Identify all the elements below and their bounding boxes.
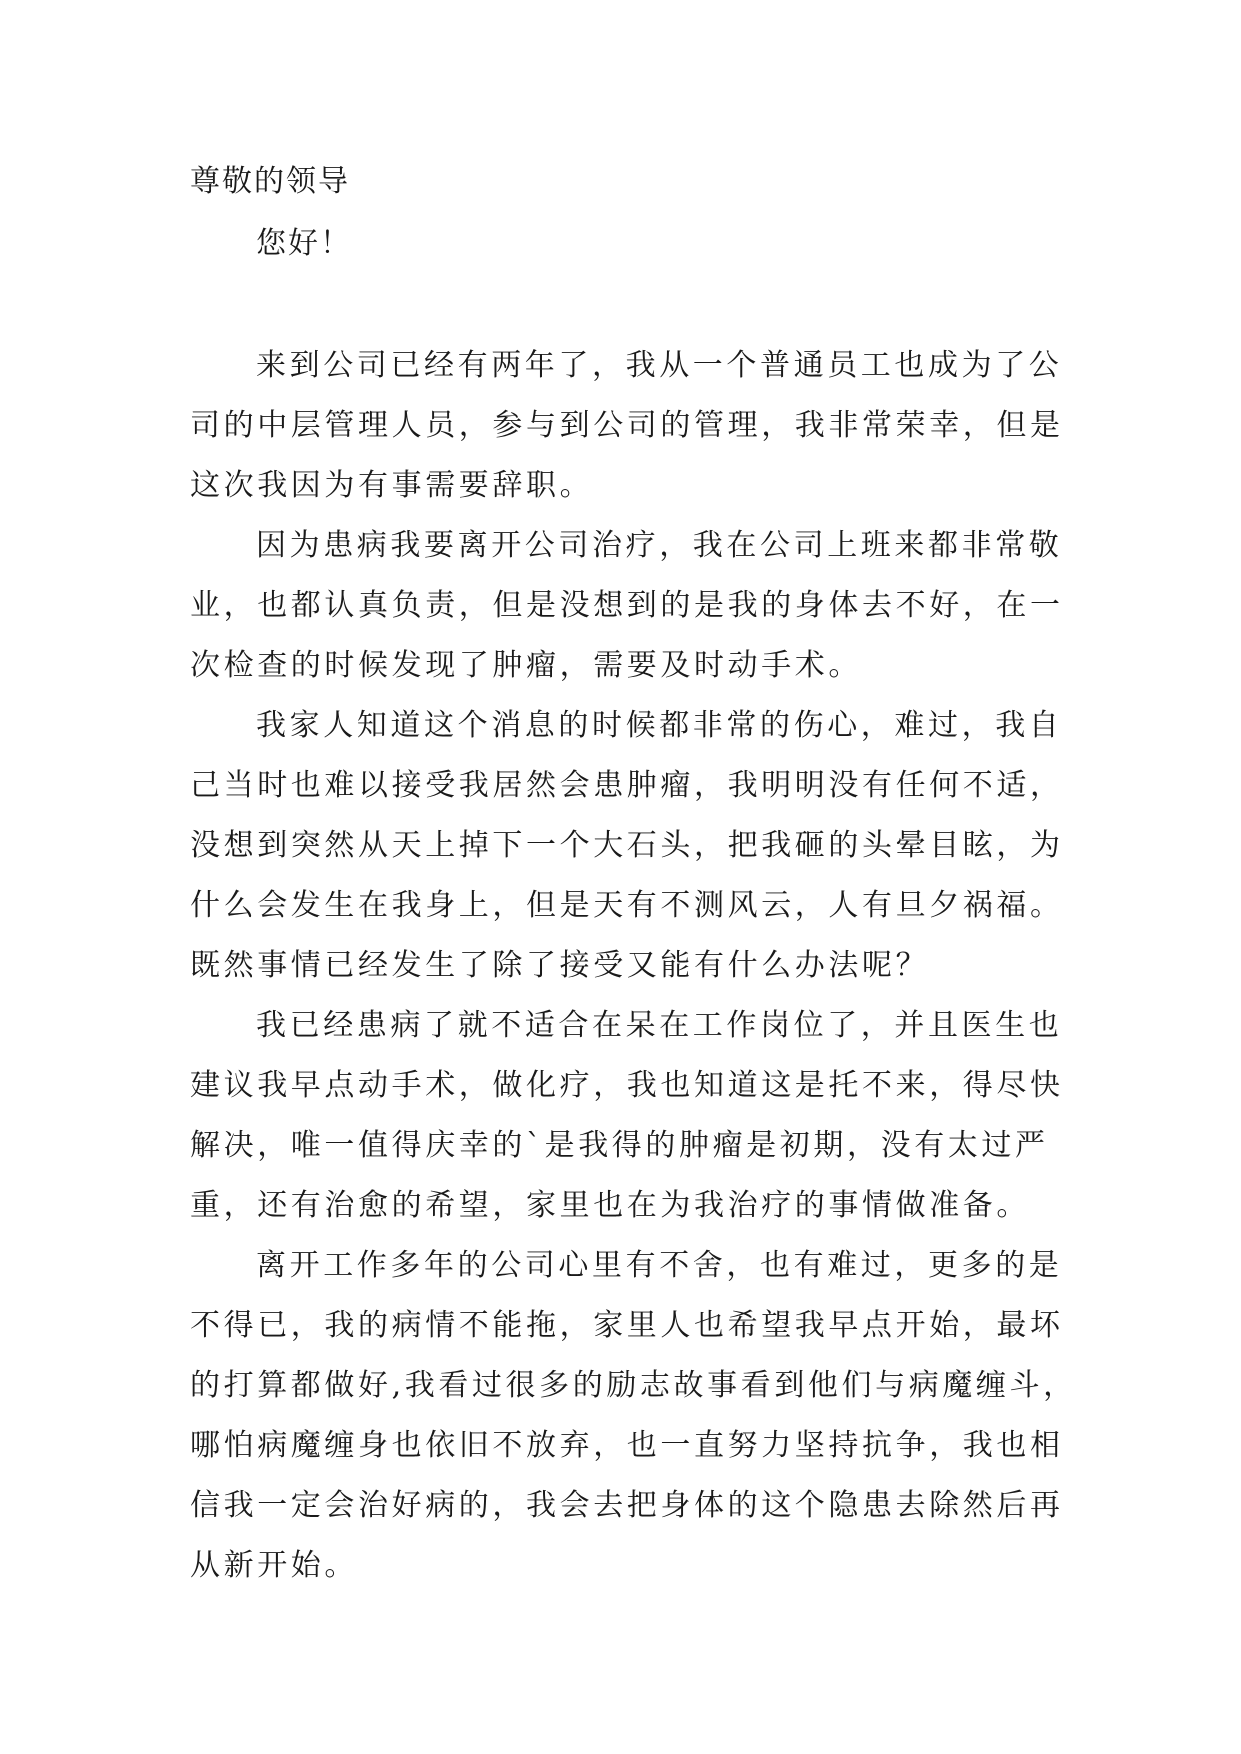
paragraph-line: 这次我因为有事需要辞职。 xyxy=(190,468,594,503)
paragraph-line: 业，也都认真负责，但是没想到的是我的身体去不好，在一 xyxy=(190,588,1064,623)
paragraph-line: 既然事情已经发生了除了接受又能有什么办法呢？ xyxy=(190,948,930,983)
paragraph-line: 司的中层管理人员，参与到公司的管理，我非常荣幸，但是 xyxy=(190,408,1064,443)
paragraph-1 xyxy=(190,336,1064,516)
greeting: 您好！ xyxy=(256,226,352,261)
paragraph-line: 次检查的时候发现了肿瘤，需要及时动手术。 xyxy=(190,648,862,683)
paragraph-line: 因为患病我要离开公司治疗，我在公司上班来都非常敬 xyxy=(256,528,1063,563)
paragraph-line: 不得已，我的病情不能拖，家里人也希望我早点开始，最坏 xyxy=(190,1308,1064,1343)
paragraph-line: 解决，唯一值得庆幸的`是我得的肿瘤是初期，没有太过严 xyxy=(190,1128,1049,1163)
paragraph-line: 离开工作多年的公司心里有不舍，也有难过，更多的是 xyxy=(256,1248,1063,1283)
paragraph-line: 信我一定会治好病的，我会去把身体的这个隐患去除然后再 xyxy=(190,1488,1064,1523)
paragraph-3 xyxy=(190,696,1064,996)
paragraph-4 xyxy=(190,996,1064,1236)
paragraph-line: 来到公司已经有两年了，我从一个普通员工也成为了公 xyxy=(256,348,1063,383)
paragraph-5 xyxy=(190,1236,1077,1596)
salutation: 尊敬的领导 xyxy=(190,164,350,199)
paragraph-line: 的打算都做好,我看过很多的励志故事看到他们与病魔缠斗， xyxy=(190,1368,1077,1403)
paragraph-line: 重，还有治愈的希望，家里也在为我治疗的事情做准备。 xyxy=(190,1188,1030,1223)
letter-body xyxy=(190,336,1077,1596)
paragraph-line: 从新开始。 xyxy=(190,1548,358,1583)
paragraph-line: 我家人知道这个消息的时候都非常的伤心，难过，我自 xyxy=(256,708,1063,743)
paragraph-line: 己当时也难以接受我居然会患肿瘤，我明明没有任何不适， xyxy=(190,768,1064,803)
paragraph-line: 我已经患病了就不适合在呆在工作岗位了，并且医生也 xyxy=(256,1008,1063,1043)
paragraph-line: 建议我早点动手术，做化疗，我也知道这是托不来，得尽快 xyxy=(190,1068,1064,1103)
paragraph-line: 没想到突然从天上掉下一个大石头，把我砸的头晕目眩，为 xyxy=(190,828,1064,863)
paragraph-2 xyxy=(190,516,1064,696)
paragraph-line: 什么会发生在我身上，但是天有不测风云，人有旦夕祸福。 xyxy=(190,888,1064,923)
paragraph-line: 哪怕病魔缠身也依旧不放弃，也一直努力坚持抗争，我也相 xyxy=(190,1428,1064,1463)
